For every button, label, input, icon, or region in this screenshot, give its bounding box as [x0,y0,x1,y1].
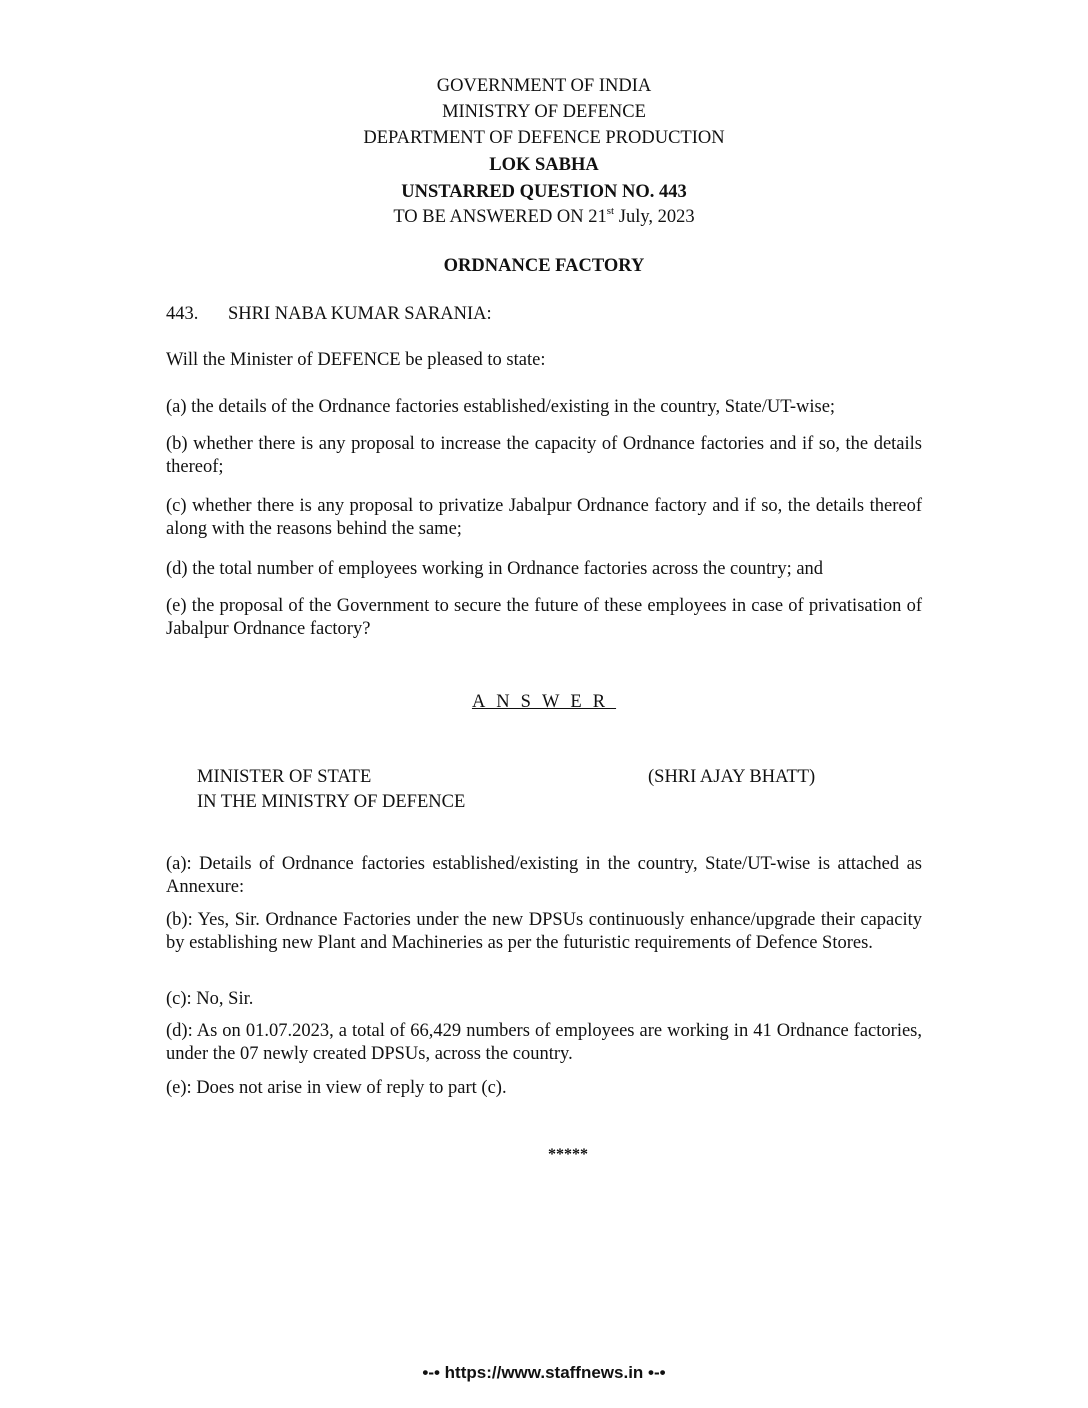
answer-part-c: (c): No, Sir. [166,989,254,1009]
minister-name: (SHRI AJAY BHATT) [648,767,816,787]
question-intro: Will the Minister of DEFENCE be pleased to state: [166,350,546,370]
minister-title-line2: IN THE MINISTRY OF DEFENCE [197,792,466,812]
subject-title: ORDNANCE FACTORY [443,256,645,276]
question-part-a: (a) the details of the Ordnance factories established/existing in the country, State/UT-wise; [166,397,836,417]
member-name: SHRI NABA KUMAR SARANIA: [228,304,492,324]
question-part-b: (b) whether there is any proposal to increase the capacity of Ordnance factories and if so, the details thereof; [166,434,922,477]
answer-part-a: (a): Details of Ordnance factories established/existing in the country, State/UT-wise is attached as Annexure: [166,854,922,897]
header-department: DEPARTMENT OF DEFENCE PRODUCTION [363,128,725,148]
question-part-e: (e) the proposal of the Government to secure the future of these employees in case of privatisation of Jabalpur Ordnance factory? [166,596,922,639]
header-answer-date: TO BE ANSWERED ON 21st July, 2023 [393,204,695,227]
header-ministry: MINISTRY OF DEFENCE [442,102,646,122]
answer-part-b: (b): Yes, Sir. Ordnance Factories under the new DPSUs continuously enhance/upgrade their capacity by establishing new Plant and Machineries as per the futuristic requirements of Defence Stores. [166,910,922,953]
end-marker: ***** [548,1146,588,1163]
footer-watermark-link[interactable]: •-• https://www.staffnews.in •-• [422,1363,666,1382]
minister-title-line1: MINISTER OF STATE [197,767,372,787]
question-part-d: (d) the total number of employees working in Ordnance factories across the country; and [166,559,824,579]
answer-heading: ANSWER [471,692,617,712]
header-question-number: UNSTARRED QUESTION NO. 443 [401,182,687,202]
question-number: 443. [166,304,199,324]
answer-part-d: (d): As on 01.07.2023, a total of 66,429 numbers of employees are working in 41 Ordnance factories, under the 07 newly created DPSUs, across the country. [166,1021,922,1064]
answer-part-e: (e): Does not arise in view of reply to part (c). [166,1078,507,1098]
question-part-c: (c) whether there is any proposal to privatize Jabalpur Ordnance factory and if so, the details thereof along with the reasons behind the same; [166,496,922,539]
header-government: GOVERNMENT OF INDIA [436,76,652,96]
header-house: LOK SABHA [489,155,599,175]
